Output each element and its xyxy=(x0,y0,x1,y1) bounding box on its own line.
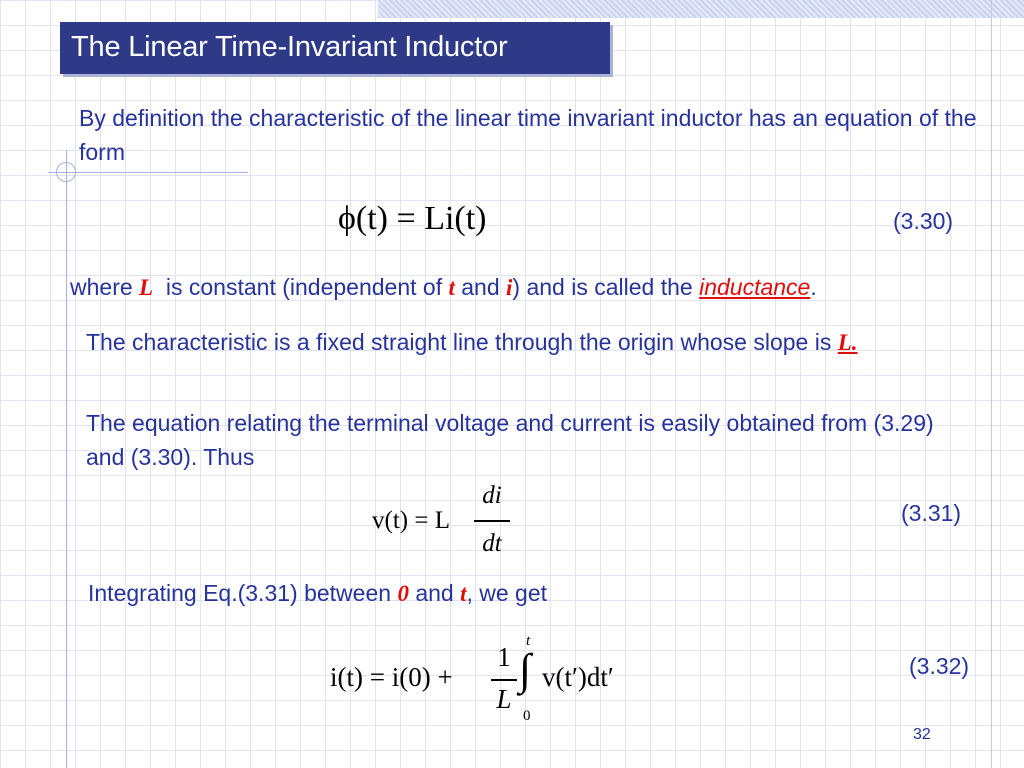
eq-3-30-equals: = xyxy=(396,200,416,237)
inductance-term: inductance xyxy=(699,274,811,300)
relating-paragraph: The equation relating the terminal voltage and current is easily obtained from (3.29) and (3.30). Thus xyxy=(86,410,934,470)
equation-3-30 xyxy=(338,200,487,238)
eq-3-30-rhs: Li(t) xyxy=(424,200,487,237)
var-t-2: t xyxy=(460,581,467,606)
left-decor-vline xyxy=(66,150,67,768)
title-banner xyxy=(60,22,610,74)
equation-number-3-32: (3.32) xyxy=(909,653,970,679)
integrating-line xyxy=(88,576,888,611)
eq-3-30-lhs: ϕ(t) xyxy=(338,200,388,237)
eq-3-32-integrand: v(t′)dt′ xyxy=(542,662,614,692)
var-t: t xyxy=(448,275,455,300)
page-number: 32 xyxy=(913,726,931,743)
var-zero: 0 xyxy=(397,581,409,606)
characteristic-paragraph xyxy=(86,325,946,360)
and-word: and xyxy=(461,274,500,300)
period: . xyxy=(810,274,817,300)
equation-number-3-30: (3.30) xyxy=(893,208,954,234)
eq-3-31-fraction-bar xyxy=(474,520,510,522)
integrating-and: and xyxy=(415,580,454,606)
where-text-2: ) and is called the xyxy=(512,274,693,300)
integrating-text-2: , we get xyxy=(466,580,548,606)
var-i: i xyxy=(506,275,513,300)
integrating-text-1: Integrating Eq.(3.31) between xyxy=(88,580,392,606)
slide-title: The Linear Time-Invariant Inductor xyxy=(71,31,508,63)
right-decor-line xyxy=(991,0,992,768)
integral-upper-limit: t xyxy=(526,633,531,649)
eq-3-31-lhs: v(t) = L xyxy=(372,507,450,534)
eq-3-31-numerator: di xyxy=(482,482,502,509)
eq-3-31-denominator: dt xyxy=(482,530,502,557)
eq-3-32-frac-numerator: 1 xyxy=(497,642,511,672)
where-line xyxy=(70,270,1020,305)
where-text-1: is constant (independent of xyxy=(165,274,443,300)
integral-lower-limit: 0 xyxy=(523,708,531,724)
eq-3-32-frac-denominator: L xyxy=(496,684,512,714)
left-decor-hline xyxy=(48,172,248,173)
decor-circle xyxy=(56,162,76,182)
var-L: L xyxy=(139,275,154,300)
top-pattern-band xyxy=(378,0,1024,18)
eq-3-32-fraction-bar xyxy=(491,679,517,681)
characteristic-text: The characteristic is a fixed straight line through the origin whose slope is xyxy=(86,329,832,355)
eq-3-32-lhs: i(t) = i(0) + xyxy=(330,662,453,692)
integral-sign: ∫ xyxy=(519,645,532,694)
where-word: where xyxy=(70,274,133,300)
intro-paragraph: By definition the characteristic of the linear time invariant inductor has an equation of the form xyxy=(79,105,977,165)
slope-L: L. xyxy=(837,330,858,355)
equation-number-3-31: (3.31) xyxy=(901,500,962,526)
